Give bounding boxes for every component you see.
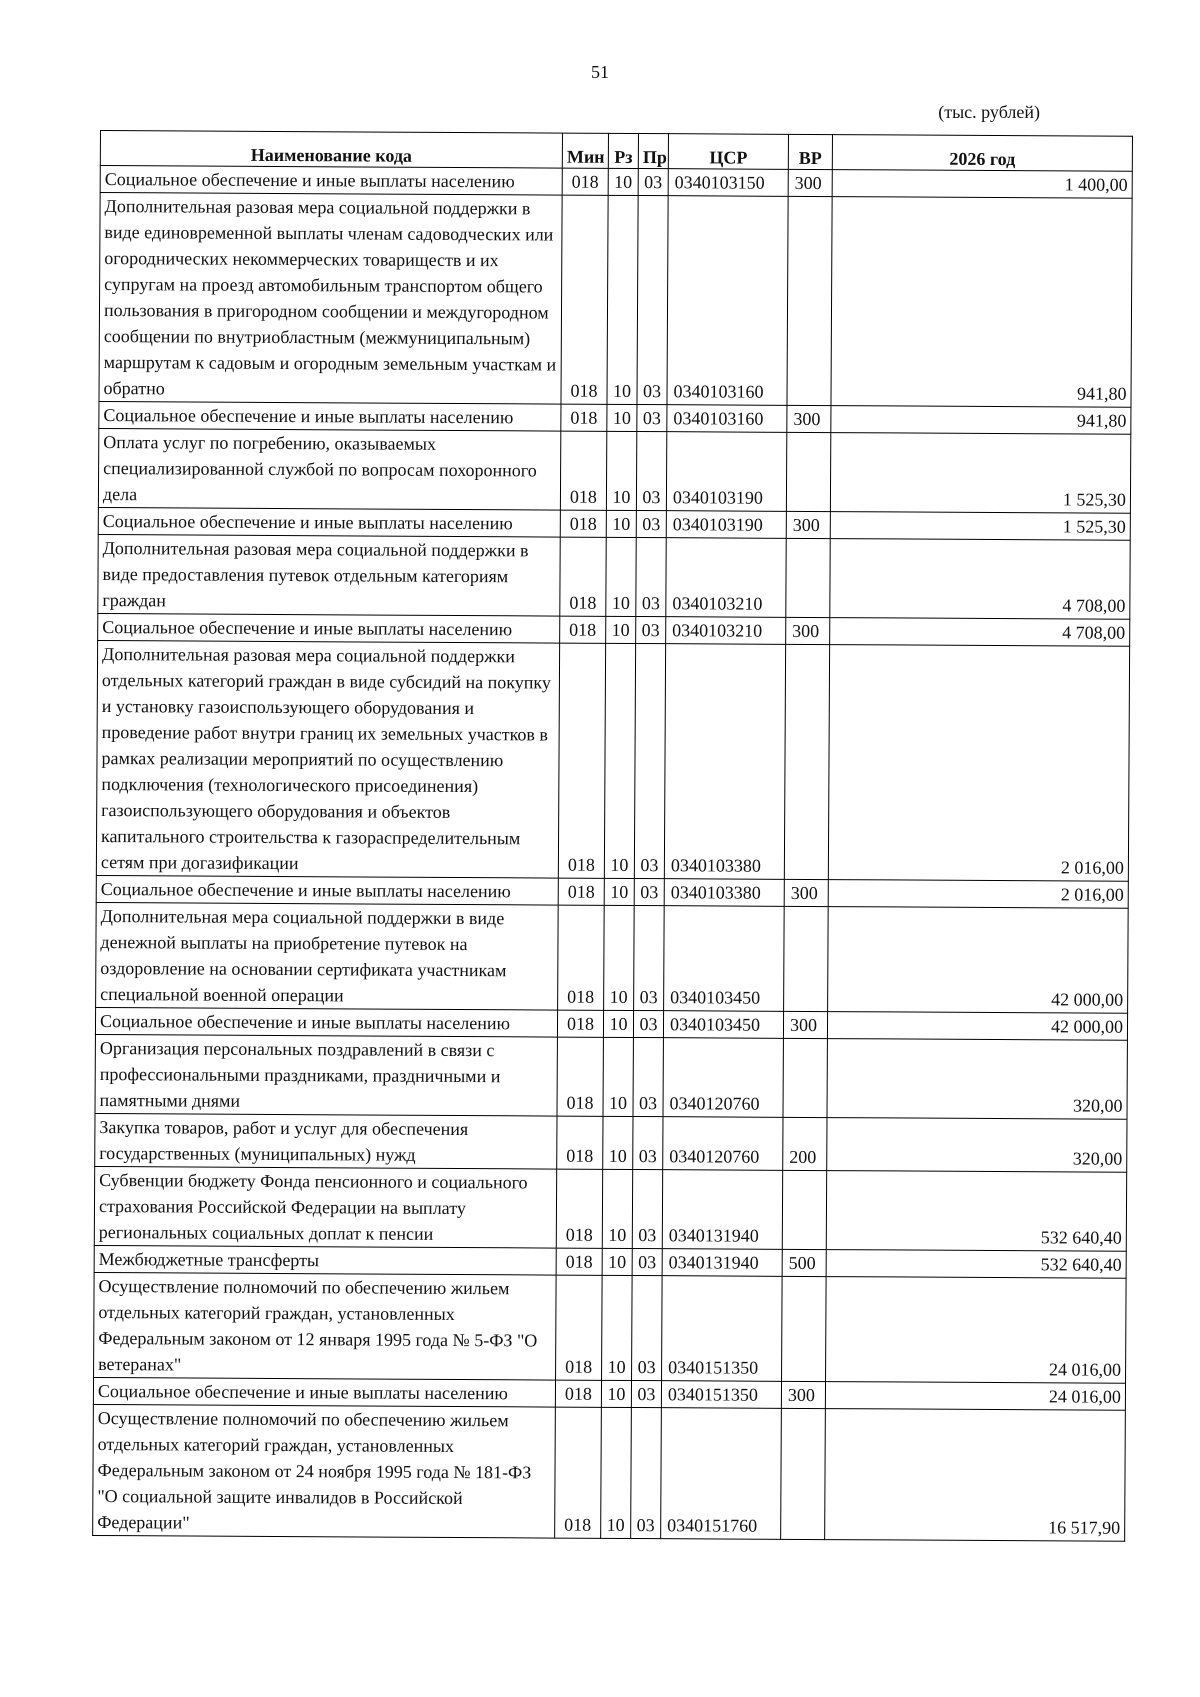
table-row bbox=[96, 640, 1129, 881]
cell-rz: 10 bbox=[602, 1248, 632, 1275]
cell-rz: 10 bbox=[601, 1380, 631, 1407]
header-min: Мин bbox=[562, 133, 608, 168]
cell-csr: 0340151350 bbox=[661, 1381, 781, 1409]
cell-pr: 03 bbox=[633, 1116, 663, 1169]
cell-amount: 941,80 bbox=[831, 406, 1131, 435]
cell-vr bbox=[783, 1038, 827, 1117]
cell-min: 018 bbox=[560, 431, 606, 510]
cell-vr: 300 bbox=[788, 169, 832, 196]
cell-amount: 2 016,00 bbox=[828, 880, 1128, 909]
page-number: 51 bbox=[591, 62, 609, 82]
cell-amount: 24 016,00 bbox=[825, 1382, 1125, 1411]
cell-pr: 03 bbox=[636, 538, 666, 617]
cell-min: 018 bbox=[557, 1037, 603, 1116]
cell-min: 018 bbox=[558, 878, 604, 905]
cell-pr: 03 bbox=[631, 1380, 661, 1407]
cell-pr: 03 bbox=[636, 511, 666, 538]
cell-csr: 0340103190 bbox=[666, 511, 786, 539]
cell-rz: 10 bbox=[606, 510, 636, 537]
table-row bbox=[93, 1404, 1126, 1541]
cell-rz: 10 bbox=[606, 537, 636, 616]
cell-amount: 24 016,00 bbox=[826, 1277, 1127, 1384]
cell-min: 018 bbox=[558, 905, 605, 1010]
cell-rz: 10 bbox=[603, 1010, 633, 1037]
cell-name: Социальное обеспечение и иные выплаты населению bbox=[98, 507, 560, 537]
cell-rz: 10 bbox=[603, 1116, 633, 1169]
cell-csr: 0340103150 bbox=[668, 169, 788, 197]
cell-name: Социальное обеспечение и иные выплаты населению bbox=[100, 166, 562, 196]
table-row bbox=[96, 902, 1129, 1013]
cell-rz: 10 bbox=[602, 1169, 632, 1248]
cell-vr: 200 bbox=[783, 1117, 827, 1170]
cell-csr: 0340103160 bbox=[667, 196, 788, 406]
cell-min: 018 bbox=[561, 404, 607, 431]
header-csr: ЦСР bbox=[668, 134, 788, 170]
cell-name: Осуществление полномочий по обеспечению жильем отдельных категорий граждан, установленных Федеральным законом от 12 января 1995 года № 5-ФЗ "О ветеранах" bbox=[94, 1272, 557, 1380]
cell-name: Оплата услуг по погребению, оказываемых специализированной службой по вопросам похоронного дела bbox=[98, 428, 560, 510]
cell-min: 018 bbox=[560, 510, 606, 537]
cell-min: 018 bbox=[556, 1275, 603, 1380]
cell-vr bbox=[786, 538, 830, 617]
cell-csr: 0340131940 bbox=[662, 1170, 782, 1250]
cell-pr: 03 bbox=[633, 1037, 663, 1116]
cell-name: Субвенции бюджету Фонда пенсионного и социального страхования Российской Федерации на выплату региональных социальных доплат к пенсии bbox=[94, 1166, 556, 1248]
cell-rz: 10 bbox=[607, 404, 637, 431]
cell-rz: 10 bbox=[603, 1037, 633, 1116]
cell-rz: 10 bbox=[602, 1275, 633, 1380]
cell-vr bbox=[781, 1408, 826, 1539]
cell-pr: 03 bbox=[636, 617, 666, 644]
table-row bbox=[98, 534, 1130, 619]
header-rz: Рз bbox=[608, 133, 638, 168]
header-pr: Пр bbox=[638, 134, 668, 169]
cell-name: Дополнительная разовая мера социальной поддержки в виде единовременной выплаты членам садоводческих или огороднических некоммерческих товариществ и их супругам на проезд автомобильным транспортом общего пользования в пригородном сообщении и междугородном сообщении по внутриобластным (межмуниципальным) маршрутам к садовым и огородным земельным участкам и обратно bbox=[99, 193, 562, 405]
cell-pr: 03 bbox=[638, 169, 668, 196]
cell-name: Социальное обеспечение и иные выплаты населению bbox=[93, 1377, 555, 1407]
cell-csr: 0340103190 bbox=[666, 432, 786, 512]
cell-name: Социальное обеспечение и иные выплаты населению bbox=[99, 401, 561, 431]
cell-pr: 03 bbox=[637, 196, 668, 405]
cell-min: 018 bbox=[561, 195, 608, 404]
cell-csr: 0340103210 bbox=[666, 538, 786, 618]
cell-vr bbox=[782, 1276, 827, 1381]
cell-csr: 0340103450 bbox=[664, 906, 785, 1012]
cell-csr: 0340131940 bbox=[662, 1249, 782, 1277]
cell-min: 018 bbox=[556, 1169, 602, 1248]
cell-pr: 03 bbox=[631, 1407, 662, 1538]
cell-csr: 0340151760 bbox=[661, 1408, 782, 1540]
cell-vr bbox=[787, 196, 832, 405]
cell-amount: 1 525,30 bbox=[830, 433, 1130, 514]
cell-csr: 0340151350 bbox=[662, 1276, 783, 1382]
unit-note: (тыс. рублей) bbox=[938, 102, 1040, 122]
cell-rz: 10 bbox=[604, 643, 635, 878]
cell-vr: 300 bbox=[786, 617, 830, 644]
table-row bbox=[95, 1034, 1127, 1119]
cell-name: Социальное обеспечение и иные выплаты населению bbox=[98, 613, 560, 643]
cell-pr: 03 bbox=[637, 405, 667, 432]
cell-vr: 300 bbox=[784, 879, 828, 906]
cell-name: Дополнительная разовая мера социальной поддержки отдельных категорий граждан в виде субсидий на покупку и установку газоиспользующего оборудования и проведение работ внутри границ их земельных участков в рамках реализации мероприятий по осуществлению подключения (технологического присоединения) газоиспользующего оборудования и объектов капитального строительства к газораспределительным сетям при догазификации bbox=[96, 640, 559, 878]
cell-name: Дополнительная мера социальной поддержки в виде денежной выплаты на приобретение путевок на оздоровление на основании сертификата участникам специальной военной операции bbox=[96, 902, 559, 1010]
cell-csr: 0340103160 bbox=[667, 405, 787, 433]
cell-vr bbox=[784, 906, 829, 1011]
cell-pr: 03 bbox=[634, 878, 664, 905]
cell-name: Закупка товаров, работ и услуг для обеспечения государственных (муниципальных) нужд bbox=[95, 1113, 557, 1169]
cell-amount: 42 000,00 bbox=[827, 1012, 1127, 1041]
cell-min: 018 bbox=[555, 1380, 601, 1407]
header-name: Наименование кода bbox=[100, 131, 562, 169]
cell-vr: 300 bbox=[781, 1381, 825, 1408]
table-row bbox=[98, 428, 1130, 513]
cell-rz: 10 bbox=[606, 616, 636, 643]
cell-vr: 300 bbox=[786, 511, 830, 538]
cell-amount: 941,80 bbox=[831, 197, 1132, 408]
cell-pr: 03 bbox=[636, 432, 666, 511]
cell-vr: 300 bbox=[783, 1011, 827, 1038]
cell-min: 018 bbox=[555, 1407, 602, 1538]
cell-amount: 320,00 bbox=[827, 1039, 1127, 1120]
cell-name: Организация персональных поздравлений в связи с профессиональными праздниками, праздничными и памятными днями bbox=[95, 1034, 557, 1116]
cell-pr: 03 bbox=[634, 905, 665, 1010]
cell-name: Осуществление полномочий по обеспечению жильем отдельных категорий граждан, установленных Федеральным законом от 24 ноября 1995 года № 181-ФЗ "О социальной защите инвалидов в Российской Федерации" bbox=[93, 1404, 556, 1538]
cell-rz: 10 bbox=[604, 878, 634, 905]
cell-amount: 2 016,00 bbox=[828, 645, 1129, 882]
cell-name: Межбюджетные трансферты bbox=[94, 1245, 556, 1275]
cell-min: 018 bbox=[557, 1010, 603, 1037]
cell-min: 018 bbox=[558, 643, 605, 878]
table-row bbox=[94, 1166, 1126, 1251]
cell-min: 018 bbox=[560, 616, 606, 643]
cell-pr: 03 bbox=[632, 1169, 662, 1248]
cell-csr: 0340103380 bbox=[664, 644, 785, 880]
cell-name: Социальное обеспечение и иные выплаты населению bbox=[96, 875, 558, 905]
cell-rz: 10 bbox=[604, 905, 635, 1010]
cell-csr: 0340120760 bbox=[663, 1038, 783, 1118]
cell-name: Дополнительная разовая мера социальной поддержки в виде предоставления путевок отдельным категориям граждан bbox=[98, 534, 560, 616]
cell-vr: 300 bbox=[787, 405, 831, 432]
table-row bbox=[95, 1113, 1127, 1172]
cell-min: 018 bbox=[557, 1116, 603, 1169]
cell-rz: 10 bbox=[608, 168, 638, 195]
cell-name: Социальное обеспечение и иные выплаты населению bbox=[95, 1007, 557, 1037]
cell-vr: 500 bbox=[782, 1249, 826, 1276]
cell-pr: 03 bbox=[633, 1010, 663, 1037]
budget-table bbox=[92, 130, 1133, 1542]
cell-csr: 0340103210 bbox=[666, 617, 786, 645]
cell-csr: 0340103450 bbox=[663, 1011, 783, 1039]
cell-vr bbox=[786, 432, 830, 511]
cell-amount: 532 640,40 bbox=[826, 1250, 1126, 1279]
cell-rz: 10 bbox=[601, 1407, 632, 1538]
cell-min: 018 bbox=[560, 537, 606, 616]
cell-amount: 16 517,90 bbox=[825, 1409, 1126, 1542]
cell-vr bbox=[784, 644, 829, 879]
cell-pr: 03 bbox=[632, 1275, 663, 1380]
cell-amount: 1 400,00 bbox=[832, 170, 1132, 199]
header-vr: ВР bbox=[788, 134, 832, 169]
table-body bbox=[93, 166, 1133, 1542]
cell-amount: 4 708,00 bbox=[830, 539, 1130, 620]
cell-pr: 03 bbox=[634, 643, 665, 878]
cell-csr: 0340103380 bbox=[664, 879, 784, 907]
cell-amount: 1 525,30 bbox=[830, 512, 1130, 541]
cell-amount: 42 000,00 bbox=[828, 907, 1129, 1014]
table-row bbox=[99, 193, 1132, 408]
cell-csr: 0340120760 bbox=[663, 1117, 783, 1171]
table-header-row bbox=[100, 131, 1132, 172]
cell-amount: 4 708,00 bbox=[830, 618, 1130, 647]
cell-vr bbox=[782, 1170, 826, 1249]
cell-min: 018 bbox=[562, 168, 608, 195]
cell-rz: 10 bbox=[606, 431, 636, 510]
cell-rz: 10 bbox=[607, 195, 638, 404]
budget-table-container bbox=[92, 130, 1132, 1542]
cell-amount: 320,00 bbox=[827, 1118, 1127, 1173]
cell-amount: 532 640,40 bbox=[826, 1171, 1126, 1252]
table-row bbox=[94, 1272, 1127, 1383]
header-year: 2026 год bbox=[832, 135, 1132, 172]
cell-min: 018 bbox=[556, 1248, 602, 1275]
cell-pr: 03 bbox=[632, 1248, 662, 1275]
